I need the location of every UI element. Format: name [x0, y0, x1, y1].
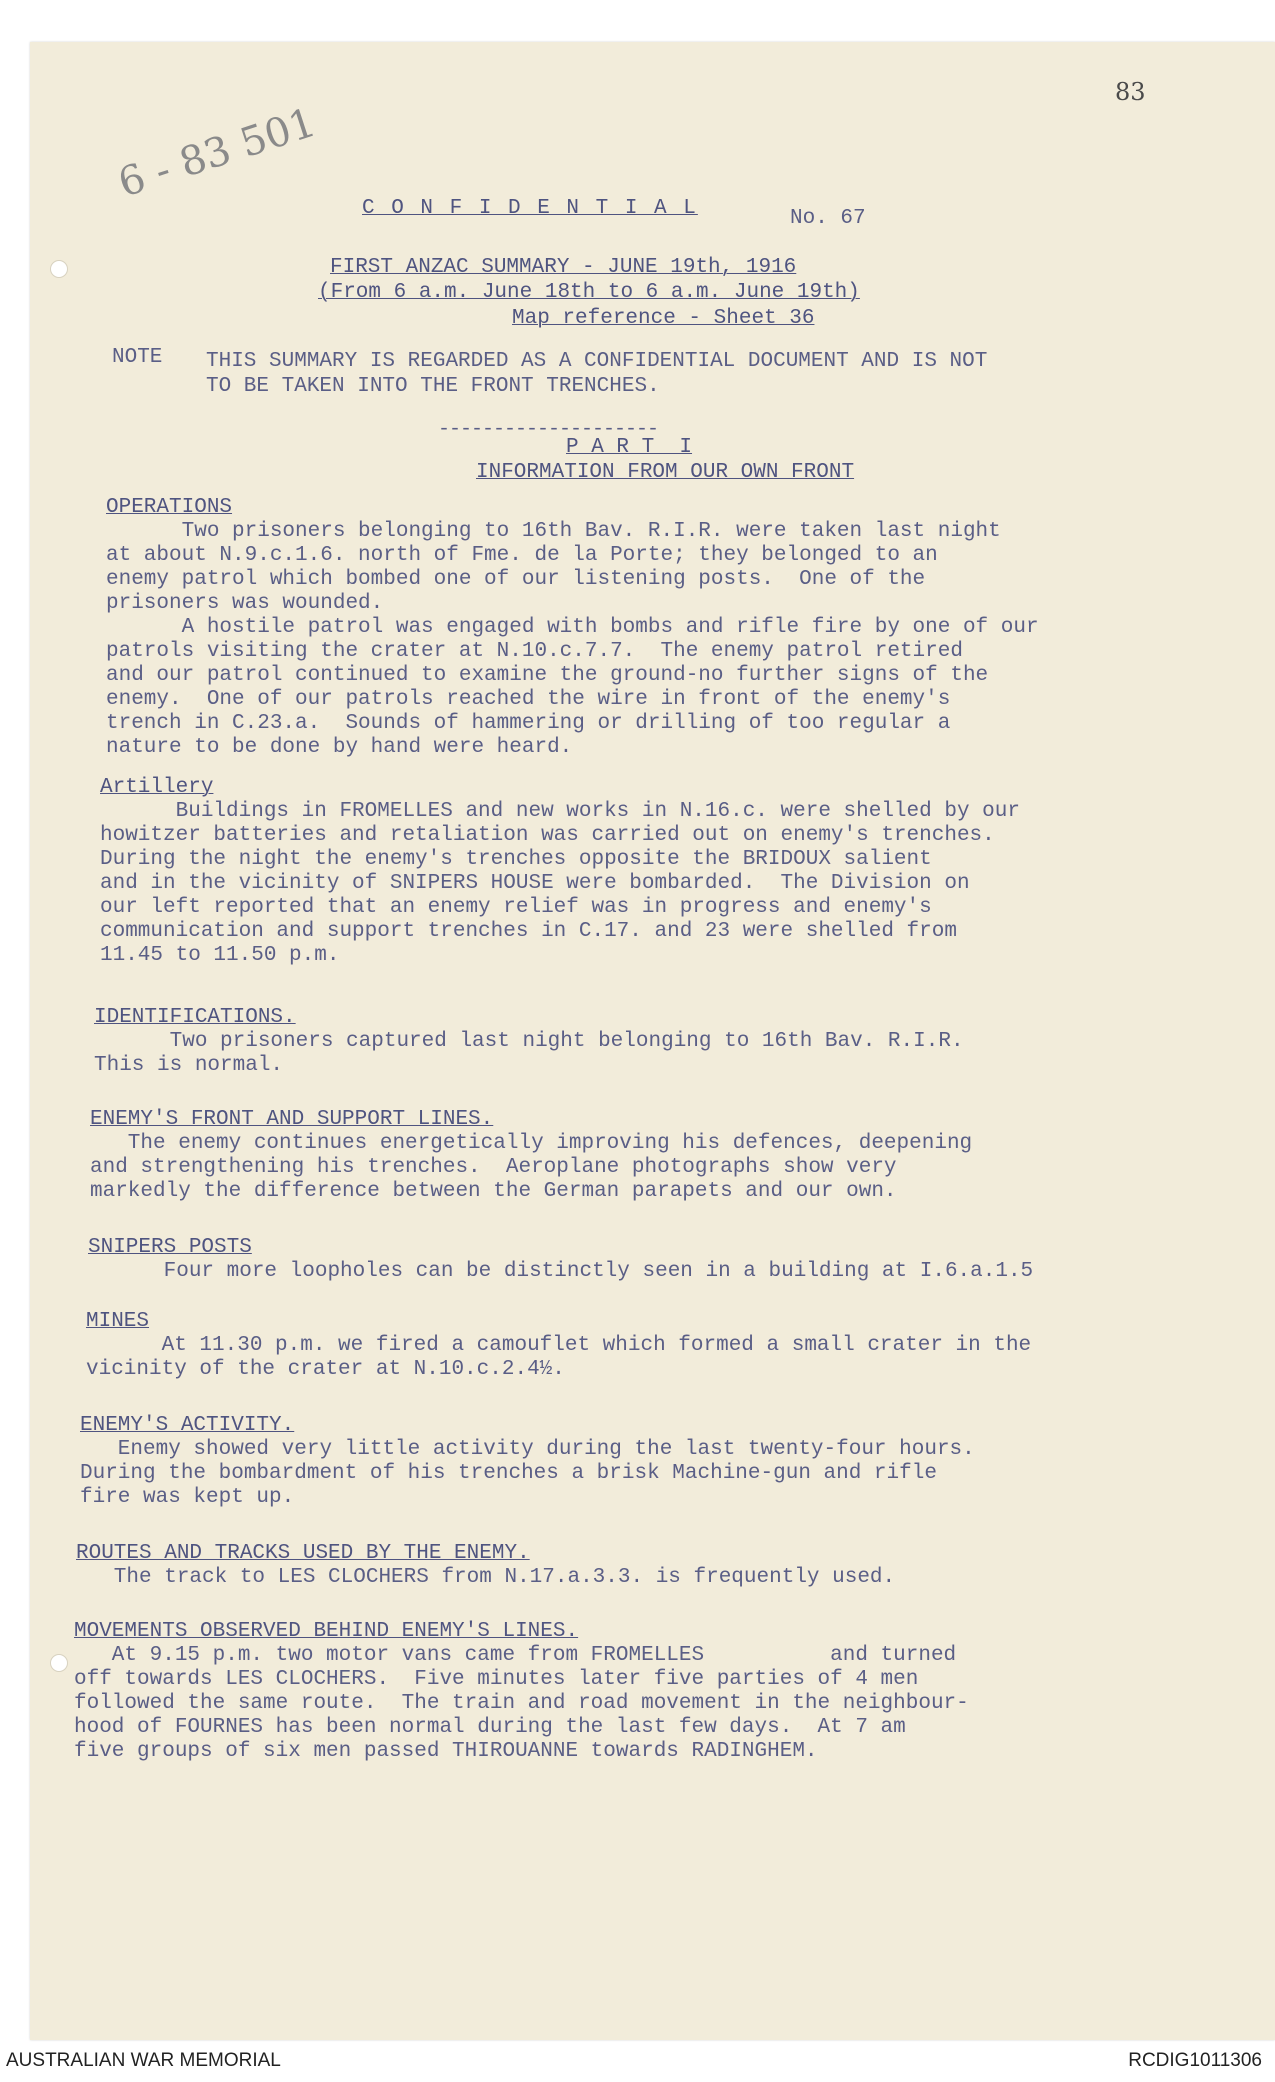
section-heading: MINES — [86, 1310, 150, 1333]
text-line: prisoners was wounded. — [106, 592, 384, 615]
footer-reference-id: RCDIG1011306 — [1128, 2050, 1262, 2071]
text-line: vicinity of the crater at N.10.c.2.4½. — [86, 1358, 565, 1381]
text-line: at about N.9.c.1.6. north of Fme. de la Porte; they belonged to an — [106, 544, 938, 567]
text-line: howitzer batteries and retaliation was carried out on enemy's trenches. — [100, 824, 995, 847]
section-heading: IDENTIFICATIONS. — [94, 1006, 296, 1029]
text-line: nature to be done by hand were heard. — [106, 736, 573, 759]
punch-hole — [50, 260, 68, 278]
text-line: Enemy showed very little activity during the last twenty-four hours. — [80, 1438, 975, 1461]
punch-hole — [50, 1654, 68, 1672]
summary-number: No. 67 — [790, 207, 866, 230]
text-line: patrols visiting the crater at N.10.c.7.7. The enemy patrol retired — [106, 640, 963, 663]
text-line: trench in C.23.a. Sounds of hammering or drilling of too regular a — [106, 712, 951, 735]
text-line: This is normal. — [94, 1054, 284, 1077]
text-line: enemy patrol which bombed one of our listening posts. One of the — [106, 568, 926, 591]
note-line-2: TO BE TAKEN INTO THE FRONT TRENCHES. — [206, 375, 660, 398]
text-line: communication and support trenches in C.17. and 23 were shelled from — [100, 920, 957, 943]
text-line: Two prisoners belonging to 16th Bav. R.I.R. were taken last night — [106, 520, 1001, 543]
text-line: During the bombardment of his trenches a brisk Machine-gun and rifle — [80, 1462, 937, 1485]
section-heading: ROUTES AND TRACKS USED BY THE ENEMY. — [76, 1542, 530, 1565]
page-number: 83 — [1115, 78, 1146, 106]
section-artillery — [100, 776, 1020, 968]
part-title: P A R T I — [566, 436, 693, 459]
divider-line: -------------------- — [438, 418, 659, 441]
section-front-support-lines — [90, 1108, 972, 1204]
section-heading: SNIPERS POSTS — [88, 1236, 252, 1259]
text-line: and in the vicinity of SNIPERS HOUSE were bombarded. The Division on — [100, 872, 970, 895]
section-heading: ENEMY'S FRONT AND SUPPORT LINES. — [90, 1108, 494, 1131]
note-label: NOTE — [112, 346, 163, 369]
text-line: A hostile patrol was engaged with bombs and rifle fire by one of our — [106, 616, 1039, 639]
pencil-text: 6 - 83 501 — [112, 99, 322, 207]
text-line: At 9.15 p.m. two motor vans came from FROMELLES and turned — [74, 1644, 957, 1667]
section-identifications — [94, 1006, 964, 1078]
section-heading: Artillery — [100, 776, 214, 799]
text-line: and our patrol continued to examine the ground-no further signs of the — [106, 664, 989, 687]
text-line: our left reported that an enemy relief was in progress and enemy's — [100, 896, 932, 919]
text-line: five groups of six men passed THIROUANNE towards RADINGHEM. — [74, 1740, 818, 1763]
section-heading: MOVEMENTS OBSERVED BEHIND ENEMY'S LINES. — [74, 1620, 579, 1643]
text-line: markedly the difference between the German parapets and our own. — [90, 1180, 897, 1203]
map-reference: Map reference - Sheet 36 — [512, 307, 815, 330]
text-line: At 11.30 p.m. we fired a camouflet which formed a small crater in the — [86, 1334, 1032, 1357]
text-line: off towards LES CLOCHERS. Five minutes later five parties of 4 men — [74, 1668, 919, 1691]
text-line: hood of FOURNES has been normal during the last few days. At 7 am — [74, 1716, 906, 1739]
section-enemy-activity — [80, 1414, 975, 1510]
section-snipers-posts — [88, 1236, 1033, 1284]
pencil-annotation — [112, 99, 322, 222]
text-line: Four more loopholes can be distinctly seen in a building at I.6.a.1.5 — [88, 1260, 1034, 1283]
section-routes-tracks — [76, 1542, 895, 1590]
text-line: Buildings in FROMELLES and new works in N.16.c. were shelled by our — [100, 800, 1020, 823]
section-heading: OPERATIONS — [106, 496, 233, 519]
text-line: Two prisoners captured last night belonging to 16th Bav. R.I.R. — [94, 1030, 964, 1053]
summary-title: FIRST ANZAC SUMMARY - JUNE 19th, 1916 — [330, 256, 797, 279]
text-line: followed the same route. The train and road movement in the neighbour- — [74, 1692, 969, 1715]
classification-heading: C O N F I D E N T I A L — [362, 197, 698, 220]
summary-period: (From 6 a.m. June 18th to 6 a.m. June 19th) — [318, 281, 860, 304]
section-movements — [74, 1620, 969, 1764]
section-operations — [106, 496, 1039, 760]
text-line: During the night the enemy's trenches opposite the BRIDOUX salient — [100, 848, 932, 871]
text-line: 11.45 to 11.50 p.m. — [100, 944, 340, 967]
section-heading: ENEMY'S ACTIVITY. — [80, 1414, 295, 1437]
footer-source: AUSTRALIAN WAR MEMORIAL — [6, 2050, 281, 2071]
text-line: enemy. One of our patrols reached the wire in front of the enemy's — [106, 688, 951, 711]
text-line: and strengthening his trenches. Aeroplane photographs show very — [90, 1156, 897, 1179]
text-line: fire was kept up. — [80, 1486, 295, 1509]
part-subtitle: INFORMATION FROM OUR OWN FRONT — [476, 461, 855, 484]
text-line: The track to LES CLOCHERS from N.17.a.3.3. is frequently used. — [76, 1566, 896, 1589]
text-line: The enemy continues energetically improving his defences, deepening — [90, 1132, 973, 1155]
section-mines — [86, 1310, 1031, 1382]
note-line-1: THIS SUMMARY IS REGARDED AS A CONFIDENTIAL DOCUMENT AND IS NOT — [206, 350, 988, 373]
